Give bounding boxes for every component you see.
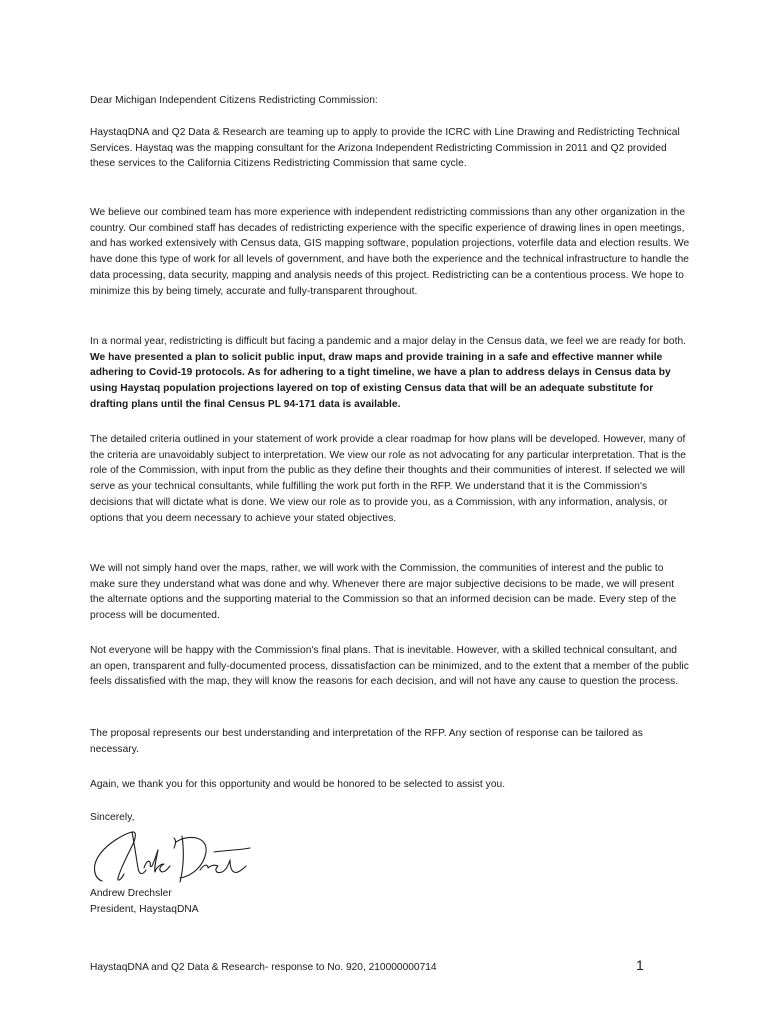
paragraph-collaboration: We will not simply hand over the maps, rather, we will work with the Commission, the communities of interest and the public to make sure they understand what was done and why. Whenever there are major subjective decisions to be made, we will present the alternate options and the supporting material to the Commission so that an informed decision can be made. Every step of the process will be documented.: [90, 563, 677, 622]
footer-text: HaystaqDNA and Q2 Data & Research- response to No. 920, 210000000714: [90, 962, 437, 973]
paragraph-experience: We believe our combined team has more experience with independent redistricting commissions than any other organization in the country. Our combined staff has decades of redistricting experience with the specific experience of drawing lines in open meetings, and has worked extensively with Census data, GIS mapping software, population projections, voterfile data and election results. We have done this type of work for all levels of government, and have both the experience and the technical infrastructure to handle the data processing, data security, mapping and analysis needs of this project. Redistricting can be a contentious process. We hope to minimize this by being timely, accurate and fully-transparent throughout.: [90, 207, 690, 297]
paragraph-criteria: The detailed criteria outlined in your statement of work provide a clear roadmap for how plans will be developed. However, many of the criteria are unavoidably subject to interpretation. We view our role as not advocating for any particular interpretation. That is the role of the Commission, with input from the public as they define their thoughts and their communities of interest. If selected we will serve as your technical consultants, while fulfilling the work put forth in the RFP. We understand that it is the Commission's decisions that will dictate what is done. We view our role as to provide you, as a Commission, with any information, analysis, or options that you deem necessary to achieve your stated objectives.: [90, 434, 686, 524]
paragraph-final-plans: Not everyone will be happy with the Commission's final plans. That is inevitable. However, with a skilled technical consultant, and an open, transparent and fully-documented process, dissatisfaction can be minimized, and to the extent that a member of the public feels dissatisfied with the map, they will know the reasons for each decision, and will not have any cause to question the process.: [90, 645, 689, 688]
paragraph-proposal: The proposal represents our best understanding and interpretation of the RFP. Any section of response can be tailored as necessary.: [90, 728, 643, 755]
paragraph-team-intro: HaystaqDNA and Q2 Data & Research are teaming up to apply to provide the ICRC with Line Drawing and Redistricting Technical Services. Haystaq was the mapping consultant for the Arizona Independent Redistricting Commission in 2011 and Q2 provided these services to the California Citizens Redistricting Commission that same cycle.: [90, 127, 680, 170]
paragraph-pandemic-plan-intro: In a normal year, redistricting is difficult but facing a pandemic and a major delay in the Census data, we feel we are ready for both.: [90, 336, 687, 347]
paragraph-pandemic-plan-bold: We have presented a plan to solicit public input, draw maps and provide training in a safe and effective manner while adhering to Covid-19 protocols. As for adhering to a tight timeline, we have a plan to address delays in Census data by using Haystaq population projections layered on top of existing Census data that will be an adequate substitute for drafting plans until the final Census PL 94-171 data is available.: [90, 351, 671, 410]
handwritten-signature: [88, 826, 253, 888]
closing: Sincerely,: [90, 812, 135, 823]
salutation: Dear Michigan Independent Citizens Redistricting Commission:: [90, 95, 378, 106]
signer-title: President, HaystaqDNA: [90, 904, 199, 915]
signer-name: Andrew Drechsler: [90, 888, 172, 899]
page-number: 1: [636, 957, 644, 973]
paragraph-pandemic-plan: [90, 334, 690, 413]
paragraph-thanks: Again, we thank you for this opportunity and would be honored to be selected to assist you.: [90, 779, 506, 790]
